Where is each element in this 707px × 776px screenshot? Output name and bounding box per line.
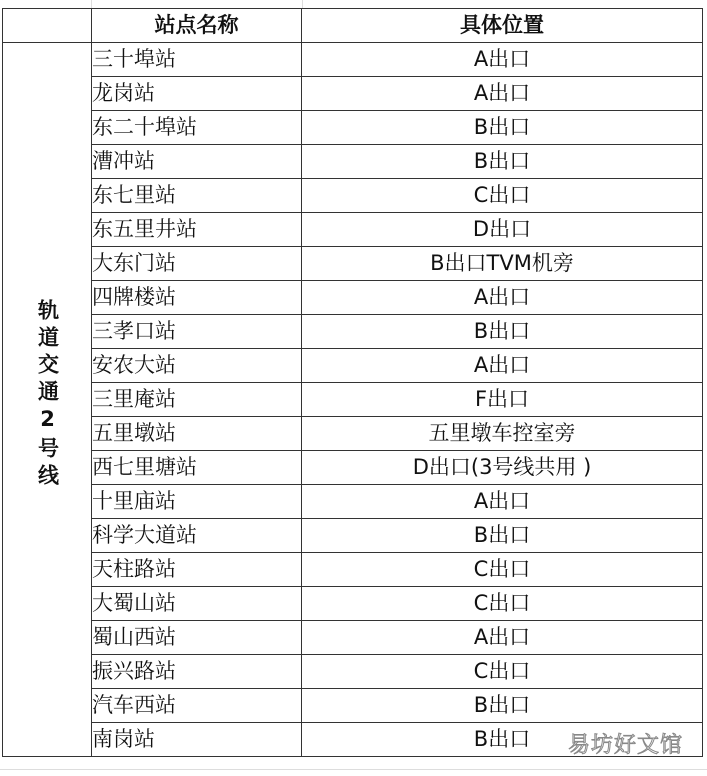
table-row xyxy=(3,417,703,451)
location-cell: C出口 xyxy=(302,655,703,689)
location-cell: D出口 xyxy=(302,213,703,247)
station-name-cell: 三里庵站 xyxy=(92,383,302,417)
location-cell: B出口 xyxy=(302,689,703,723)
station-name-cell: 东二十埠站 xyxy=(92,111,302,145)
location-cell: A出口 xyxy=(302,485,703,519)
station-name-cell: 十里庙站 xyxy=(92,485,302,519)
station-name-cell: 蜀山西站 xyxy=(92,621,302,655)
gridline xyxy=(91,0,92,8)
location-cell: B出口 xyxy=(302,315,703,349)
station-name-cell: 大蜀山站 xyxy=(92,587,302,621)
gridline xyxy=(302,0,303,8)
station-name-cell: 大东门站 xyxy=(92,247,302,281)
watermark-text: 易坊好文馆 xyxy=(567,733,683,758)
table-row xyxy=(3,451,703,485)
line-label: 轨道交通2号线 xyxy=(35,298,60,491)
location-cell: C出口 xyxy=(302,587,703,621)
header-location: 具体位置 xyxy=(302,9,703,43)
station-name-cell: 三孝口站 xyxy=(92,315,302,349)
table-row xyxy=(3,213,703,247)
station-name-cell: 南岗站 xyxy=(92,723,302,757)
header-station-name: 站点名称 xyxy=(92,9,302,43)
station-name-cell: 天柱路站 xyxy=(92,553,302,587)
table-row xyxy=(3,349,703,383)
table-row xyxy=(3,111,703,145)
station-name-cell: 振兴路站 xyxy=(92,655,302,689)
station-name-cell: 汽车西站 xyxy=(92,689,302,723)
table-body xyxy=(3,43,703,757)
station-name-cell: 科学大道站 xyxy=(92,519,302,553)
table-row xyxy=(3,145,703,179)
table-row xyxy=(3,281,703,315)
table-row xyxy=(3,179,703,213)
location-cell: A出口 xyxy=(302,77,703,111)
station-name-cell: 五里墩站 xyxy=(92,417,302,451)
location-cell: B出口TVM机旁 xyxy=(302,247,703,281)
line-label-cell xyxy=(3,43,92,757)
location-cell: B出口 xyxy=(302,145,703,179)
header-row xyxy=(3,9,703,43)
location-cell: B出口 xyxy=(302,111,703,145)
table-row xyxy=(3,621,703,655)
station-name-cell: 东五里井站 xyxy=(92,213,302,247)
table-row xyxy=(3,247,703,281)
station-name-cell: 西七里塘站 xyxy=(92,451,302,485)
gridline xyxy=(0,769,707,770)
location-cell: B出口 xyxy=(302,723,703,757)
location-cell: A出口 xyxy=(302,281,703,315)
station-name-cell: 漕冲站 xyxy=(92,145,302,179)
table-row xyxy=(3,77,703,111)
station-name-cell: 三十埠站 xyxy=(92,43,302,77)
location-cell: F出口 xyxy=(302,383,703,417)
header-blank-cell xyxy=(3,9,92,43)
location-cell: B出口 xyxy=(302,519,703,553)
location-cell: 五里墩车控室旁 xyxy=(302,417,703,451)
table-row xyxy=(3,655,703,689)
location-cell: D出口(3号线共用 ) xyxy=(302,451,703,485)
station-table xyxy=(2,8,703,757)
station-name-cell: 东七里站 xyxy=(92,179,302,213)
table-row xyxy=(3,587,703,621)
table-row xyxy=(3,43,703,77)
table-row xyxy=(3,383,703,417)
station-name-cell: 龙岗站 xyxy=(92,77,302,111)
table-row xyxy=(3,485,703,519)
table-row xyxy=(3,315,703,349)
location-cell: A出口 xyxy=(302,349,703,383)
location-cell: C出口 xyxy=(302,553,703,587)
table-row xyxy=(3,553,703,587)
station-name-cell: 四牌楼站 xyxy=(92,281,302,315)
table-row xyxy=(3,519,703,553)
location-cell: A出口 xyxy=(302,621,703,655)
station-name-cell: 安农大站 xyxy=(92,349,302,383)
location-cell: C出口 xyxy=(302,179,703,213)
location-cell: A出口 xyxy=(302,43,703,77)
table-row xyxy=(3,689,703,723)
